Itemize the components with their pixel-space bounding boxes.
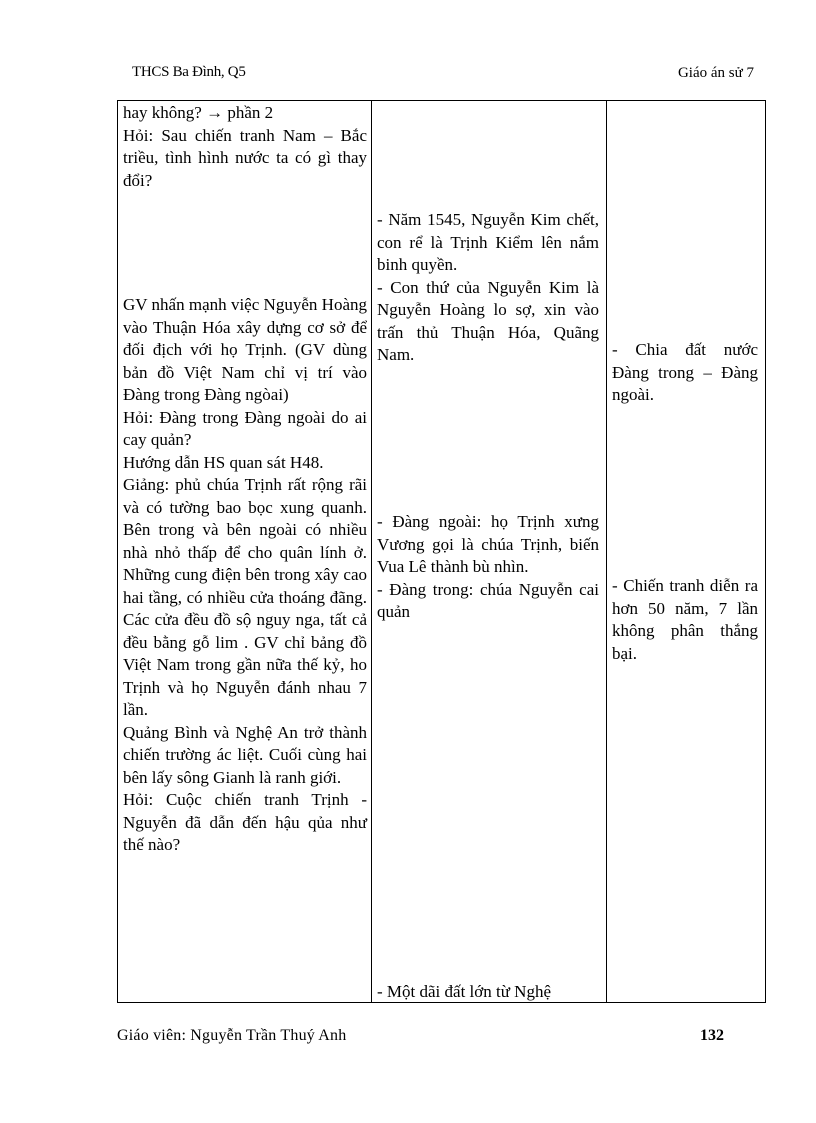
summary-chien-tranh: - Chiến tranh diễn ra hơn 50 năm, 7 lần không phân thắng bại.: [612, 576, 758, 663]
teacher-activity-intro: hay không? → phần 2 Hỏi: Sau chiến tranh Nam – Bắc triều, tình hình nước ta có gì thay đổi?: [123, 103, 367, 190]
content-dai-dat: - Một dãi đất lớn từ Nghệ: [377, 982, 552, 1001]
teacher-activity-main: GV nhấn mạnh việc Nguyễn Hoàng vào Thuận Hóa xây dựng cơ sở để đối địch với họ Trịnh. (GV dùng bản đồ Việt Nam chỉ vị trí vào Đàng trong Đàng ngòai) Hỏi: Đàng trong Đàng ngoài do ai cay quản? Hướng dẫn HS quan sát H48. Giảng: phủ chúa Trịnh rất rộng rãi và có tường bao bọc xung quanh. Bên trong và bên ngoài có nhiều nhà nhỏ thấp để cho quân lính ở. Những cung điện bên trong xây cao hai tầng, có nhiều cửa thoáng đãng. Các cửa đều đồ sộ nguy nga, tất cả đều bằng gỗ lim . GV chỉ bảng đồ Việt Nam trong gần nữa thế kỷ, ho Trịnh và họ Nguyễn đánh nhau 7 lần. Quảng Bình và Nghệ An trở thành chiến trường ác liệt. Cuối cùng hai bên lấy sông Gianh là ranh giới. Hỏi: Cuộc chiến tranh Trịnh - Nguyễn đã dẫn đến hậu qủa như thế nào?: [123, 295, 367, 854]
content-dang-ngoai-dang-trong: - Đàng ngoài: họ Trịnh xưng Vương gọi là chúa Trịnh, biến Vua Lê thành bù nhìn. - Đàng trong: chúa Nguyễn cai quản: [377, 512, 599, 621]
header-school: THCS Ba Đình, Q5: [132, 64, 246, 80]
summary-chia-dat-nuoc: - Chia đất nước Đàng trong – Đàng ngoài.: [612, 340, 758, 404]
lesson-table: [117, 100, 766, 1003]
header-doc-title: Giáo án sử 7: [677, 65, 754, 81]
footer-teacher: Giáo viên: Nguyễn Trần Thuý Anh: [117, 1027, 347, 1044]
column-divider: [606, 101, 607, 1002]
column-divider: [371, 101, 372, 1002]
content-nguyen-kim: - Năm 1545, Nguyễn Kim chết, con rể là Trịnh Kiểm lên nắm binh quyền. - Con thứ của Nguyễn Kim là Nguyễn Hoàng lo sợ, xin vào trấn thủ Thuận Hóa, Quãng Nam.: [377, 210, 599, 364]
footer-page-number: 132: [700, 1027, 724, 1044]
